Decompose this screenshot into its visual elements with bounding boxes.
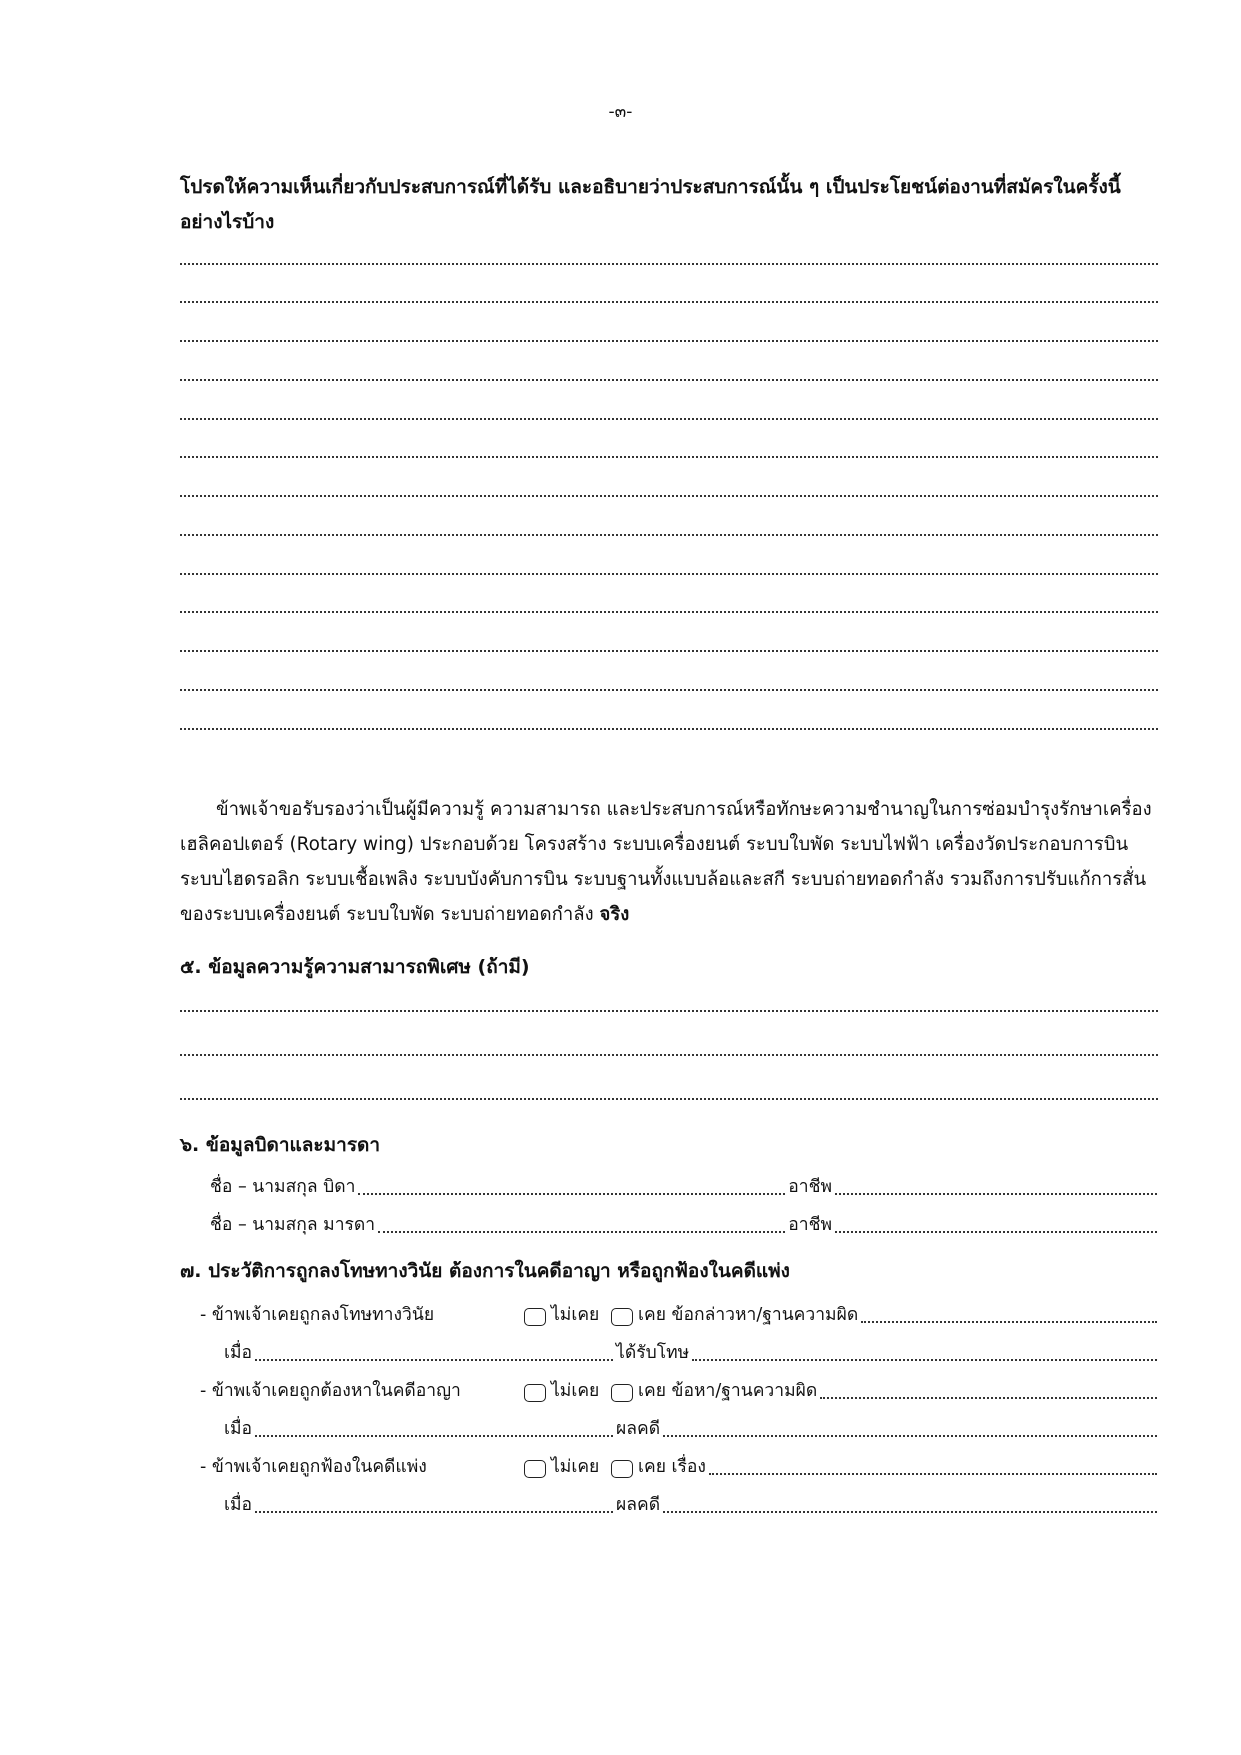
disciplinary-detail-field[interactable] xyxy=(861,1321,1157,1323)
experience-answer-line[interactable] xyxy=(180,456,1158,458)
experience-answer-line[interactable] xyxy=(180,573,1158,575)
experience-prompt: โปรดให้ความเห็นเกี่ยวกับประสบการณ์ที่ได้รับ และอธิบายว่าประสบการณ์นั้น ๆ เป็นประโยชน์ต่องานที่สมัครในครั้งนี้อย่างไรบ้าง xyxy=(180,176,1121,233)
mother-occupation-label: อาชีพ xyxy=(788,1215,832,1235)
page-number: -๓- xyxy=(608,102,633,122)
disciplinary-ever-checkbox[interactable] xyxy=(611,1308,633,1326)
section6-title: ๖. ข้อมูลบิดาและมารดา xyxy=(180,1134,381,1156)
mother-occupation-field[interactable] xyxy=(835,1231,1157,1233)
special-skill-line[interactable] xyxy=(180,1098,1158,1100)
mother-row xyxy=(210,1210,1160,1238)
criminal-detail-label: ข้อหา/ฐานความผิด xyxy=(671,1381,818,1401)
never-label: ไม่เคย xyxy=(551,1381,600,1401)
when-label: เมื่อ xyxy=(224,1495,253,1515)
civil-when-field[interactable] xyxy=(255,1511,613,1513)
experience-answer-line[interactable] xyxy=(180,418,1158,420)
criminal-row xyxy=(200,1376,1160,1404)
disciplinary-when-field[interactable] xyxy=(255,1359,613,1361)
civil-when-row xyxy=(224,1490,1160,1518)
experience-answer-line[interactable] xyxy=(180,650,1158,652)
civil-row xyxy=(200,1452,1160,1480)
criminal-result-field[interactable] xyxy=(663,1435,1157,1437)
experience-answer-line[interactable] xyxy=(180,301,1158,303)
civil-detail-label: เรื่อง xyxy=(671,1457,706,1477)
civil-result-label: ผลคดี xyxy=(616,1495,661,1515)
experience-answer-line[interactable] xyxy=(180,340,1158,342)
certification-paragraph xyxy=(180,792,1170,932)
never-label: ไม่เคย xyxy=(551,1305,600,1325)
section7-title: ๗. ประวัติการถูกลงโทษทางวินัย ต้องการในคดีอาญา หรือถูกฟ้องในคดีแพ่ง xyxy=(180,1260,790,1282)
disciplinary-row xyxy=(200,1300,1160,1328)
criminal-when-field[interactable] xyxy=(255,1435,613,1437)
father-name-label: ชื่อ – นามสกุล บิดา xyxy=(210,1177,356,1197)
civil-detail-field[interactable] xyxy=(709,1473,1157,1475)
criminal-ever-checkbox[interactable] xyxy=(611,1384,633,1402)
mother-name-label: ชื่อ – นามสกุล มารดา xyxy=(210,1215,376,1235)
ever-label: เคย xyxy=(638,1305,666,1325)
experience-answer-line[interactable] xyxy=(180,495,1158,497)
experience-answer-line[interactable] xyxy=(180,728,1158,730)
special-skill-line[interactable] xyxy=(180,1054,1158,1056)
certification-emphasis: จริง xyxy=(599,904,630,925)
when-label: เมื่อ xyxy=(224,1419,253,1439)
father-occupation-label: อาชีพ xyxy=(788,1177,832,1197)
experience-answer-line[interactable] xyxy=(180,379,1158,381)
civil-ever-checkbox[interactable] xyxy=(611,1460,633,1478)
special-skill-line[interactable] xyxy=(180,1010,1158,1012)
disciplinary-result-field[interactable] xyxy=(692,1359,1157,1361)
civil-question: - ข้าพเจ้าเคยถูกฟ้องในคดีแพ่ง xyxy=(200,1457,427,1477)
civil-result-field[interactable] xyxy=(663,1511,1157,1513)
disciplinary-question: - ข้าพเจ้าเคยถูกลงโทษทางวินัย xyxy=(200,1305,435,1325)
section5-title: ๕. ข้อมูลความรู้ความสามารถพิเศษ (ถ้ามี) xyxy=(180,956,530,978)
disciplinary-detail-label: ข้อกล่าวหา/ฐานความผิด xyxy=(671,1305,859,1325)
criminal-result-label: ผลคดี xyxy=(616,1419,661,1439)
experience-answer-line[interactable] xyxy=(180,263,1158,265)
when-label: เมื่อ xyxy=(224,1343,253,1363)
ever-label: เคย xyxy=(638,1457,666,1477)
criminal-detail-field[interactable] xyxy=(820,1397,1157,1399)
ever-label: เคย xyxy=(638,1381,666,1401)
criminal-question: - ข้าพเจ้าเคยถูกต้องหาในคดีอาญา xyxy=(200,1381,461,1401)
certification-text: ข้าพเจ้าขอรับรองว่าเป็นผู้มีความรู้ ความสามารถ และประสบการณ์หรือทักษะความชำนาญในการซ่อมบำรุงรักษาเครื่องเฮลิคอปเตอร์ (Rotary wing) ประกอบด้วย โครงสร้าง ระบบเครื่องยนต์ ระบบใบพัด ระบบไฟฟ้า เครื่องวัดประกอบการบิน ระบบไฮดรอลิก ระบบเชื้อเพลิง ระบบบังคับการบิน ระบบฐานทั้งแบบล้อและสกี ระบบถ่ายทอดกำลัง รวมถึงการปรับแก้การสั่นของระบบเครื่องยนต์ ระบบใบพัด ระบบถ่ายทอดกำลัง xyxy=(180,799,1152,925)
father-row xyxy=(210,1172,1160,1200)
never-label: ไม่เคย xyxy=(551,1457,600,1477)
experience-answer-line[interactable] xyxy=(180,534,1158,536)
experience-answer-line[interactable] xyxy=(180,611,1158,613)
experience-answer-line[interactable] xyxy=(180,689,1158,691)
criminal-never-checkbox[interactable] xyxy=(524,1384,546,1402)
father-occupation-field[interactable] xyxy=(835,1193,1157,1195)
mother-name-field[interactable] xyxy=(378,1231,785,1233)
disciplinary-result-label: ได้รับโทษ xyxy=(616,1343,690,1363)
disciplinary-when-row xyxy=(224,1338,1160,1366)
father-name-field[interactable] xyxy=(358,1193,785,1195)
disciplinary-never-checkbox[interactable] xyxy=(524,1308,546,1326)
civil-never-checkbox[interactable] xyxy=(524,1460,546,1478)
criminal-when-row xyxy=(224,1414,1160,1442)
